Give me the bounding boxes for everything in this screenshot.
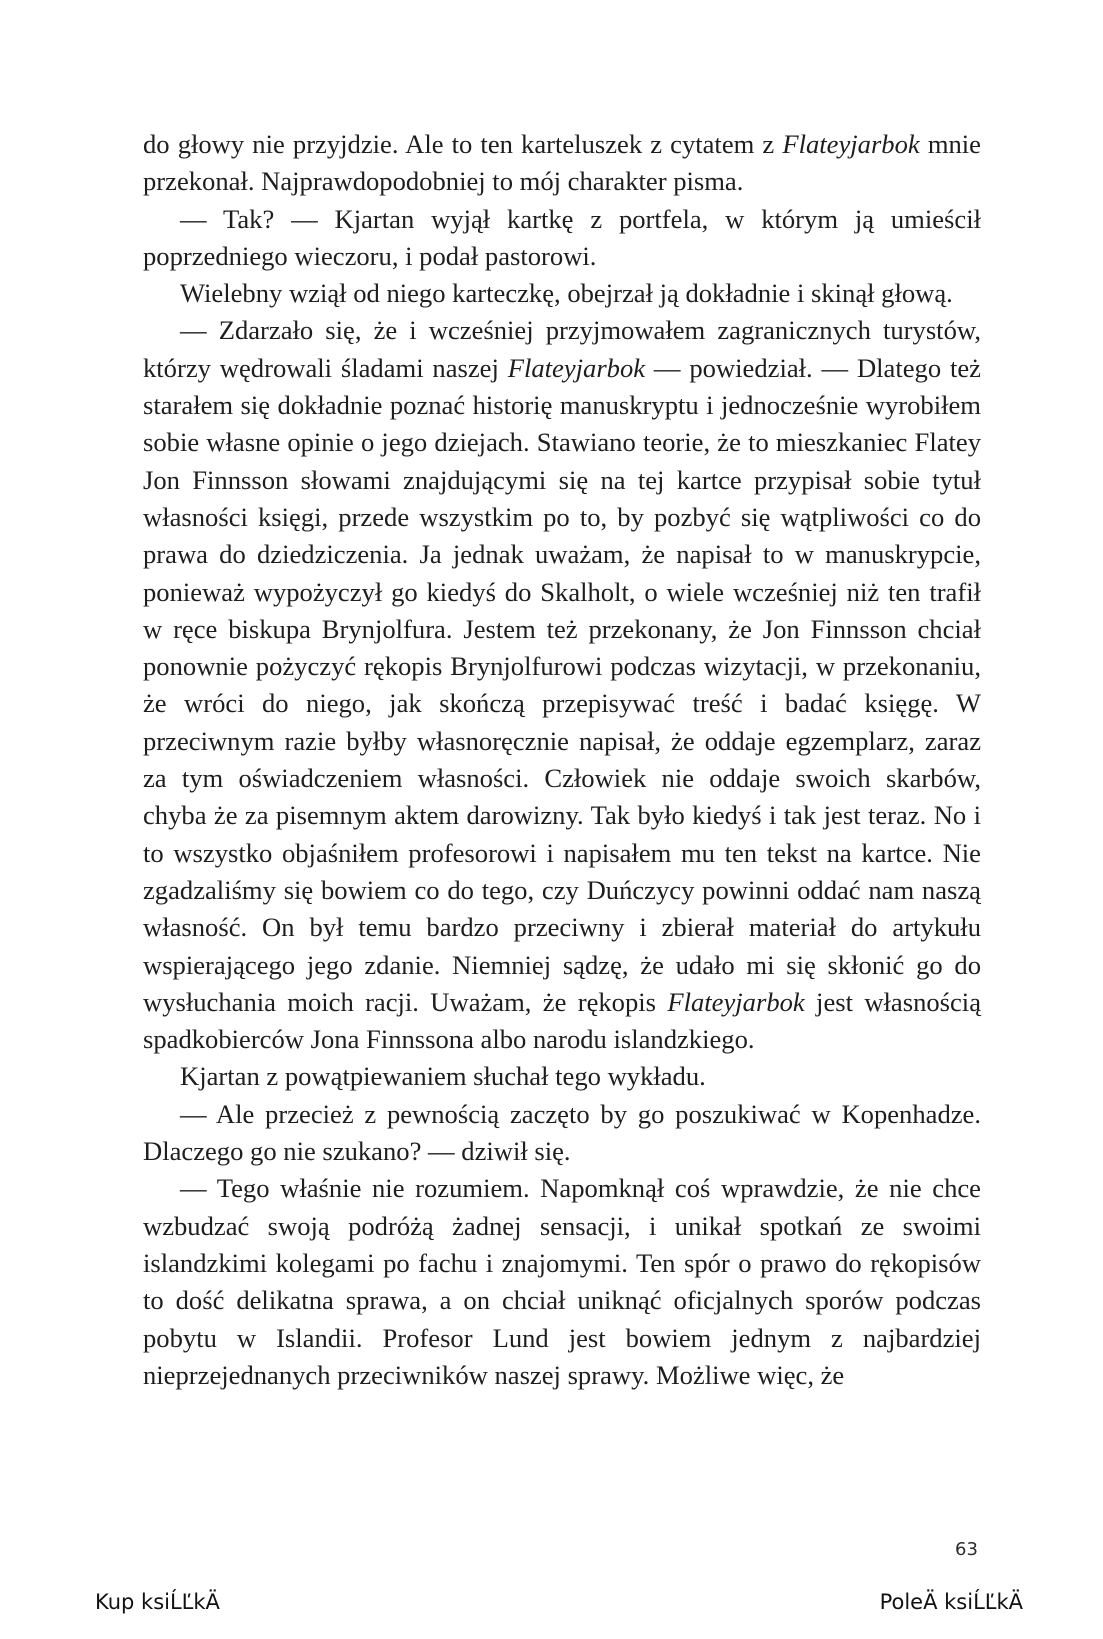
paragraph-2: — Tak? — Kjartan wyjął kartkę z portfela, w którym ją umieścił poprzedniego wieczoru, i podał pastorowi. <box>143 203 981 271</box>
body-text <box>143 126 981 1394</box>
paragraph-6: — Ale przecież z pewnością zaczęto by go poszukiwać w Kopenhadze. Dlaczego go nie szukano? — dziwił się. <box>143 1098 981 1167</box>
page-number: 63 <box>955 1539 978 1560</box>
recommend-book-link[interactable]: PoleÄ ksiĹĽkÄ <box>879 1590 1023 1614</box>
buy-book-link[interactable]: Kup ksiĹĽkÄ <box>95 1590 220 1614</box>
paragraph-3: Wielebny wziął od niego karteczkę, obejrzał ją dokładnie i skinął głową. <box>180 278 953 309</box>
book-title: Flateyjarbok <box>667 986 805 1017</box>
paragraph-5: Kjartan z powątpiewaniem słuchał tego wykładu. <box>180 1061 706 1092</box>
paragraph-1: do głowy nie przyjdzie. Ale to ten karteluszek z cytatem z Flateyjarbok mnie przekonał. Najprawdopodobniej to mój charakter pisma. <box>143 129 981 197</box>
book-title: Flateyjarbok <box>507 352 646 383</box>
paragraph-4: — Zdarzało się, że i wcześniej przyjmowałem zagranicznych turystów, którzy wędrowali śladami naszej Flateyjarbok — powiedział. — Dlatego też starałem się dokładnie poznać historię manuskryptu i jednocześnie wyrobiłem sobie własne opinie o jego dziejach. Stawiano teorie, że to mieszkaniec Flatey Jon Finnsson słowami znajdującymi się na tej kartce przypisał sobie tytuł własności księgi, przede wszystkim po to, by pozbyć się wątpliwości co do prawa do dziedziczenia. Ja jednak uważam, że napisał to w manuskrypcie, ponieważ wypożyczył go kiedyś do Skalholt, o wiele wcześniej niż ten trafił w ręce biskupa Brynjolfura. Jestem też przekonany, że Jon Finnsson chciał ponownie pożyczyć rękopis Brynjolfurowi podczas wizytacji, w przekonaniu, że wróci do niego, jak skończą przepisywać treść i badać księgę. W przeciwnym razie byłby własnoręcznie napisał, że oddaje egzemplarz, zaraz za tym oświadczeniem własności. Człowiek nie oddaje swoich skarbów, chyba że za pisemnym aktem darowizny. Tak było kiedyś i tak jest teraz. No i to wszystko objaśniłem profesorowi i napisałem mu ten tekst na kartce. Nie zgadzaliśmy się bowiem co do tego, czy Duńczycy powinni oddać nam naszą własność. On był temu bardzo przeciwny i zbierał materiał do artykułu wspierającego jego zdanie. Niemniej sądzę, że udało mi się skłonić go do wysłuchania moich racji. Uważam, że rękopis Flateyjarbok jest własnością spadkobierców Jona Finnssona albo narodu islandzkiego. <box>143 315 982 1055</box>
book-title: Flateyjarbok <box>782 129 920 159</box>
paragraph-7: — Tego właśnie nie rozumiem. Napomknął coś wprawdzie, że nie chce wzbudzać swoją podróżą żadnej sensacji, i unikał spotkań ze swoimi islandzkimi kolegami po fachu i znajomymi. Ten spór o prawo do rękopisów to dość delikatna sprawa, a on chciał uniknąć oficjalnych sporów podczas pobytu w Islandii. Profesor Lund jest bowiem jednym z najbardziej nieprzejednanych przeciwników naszej sprawy. Możliwe więc, że <box>143 1173 981 1390</box>
